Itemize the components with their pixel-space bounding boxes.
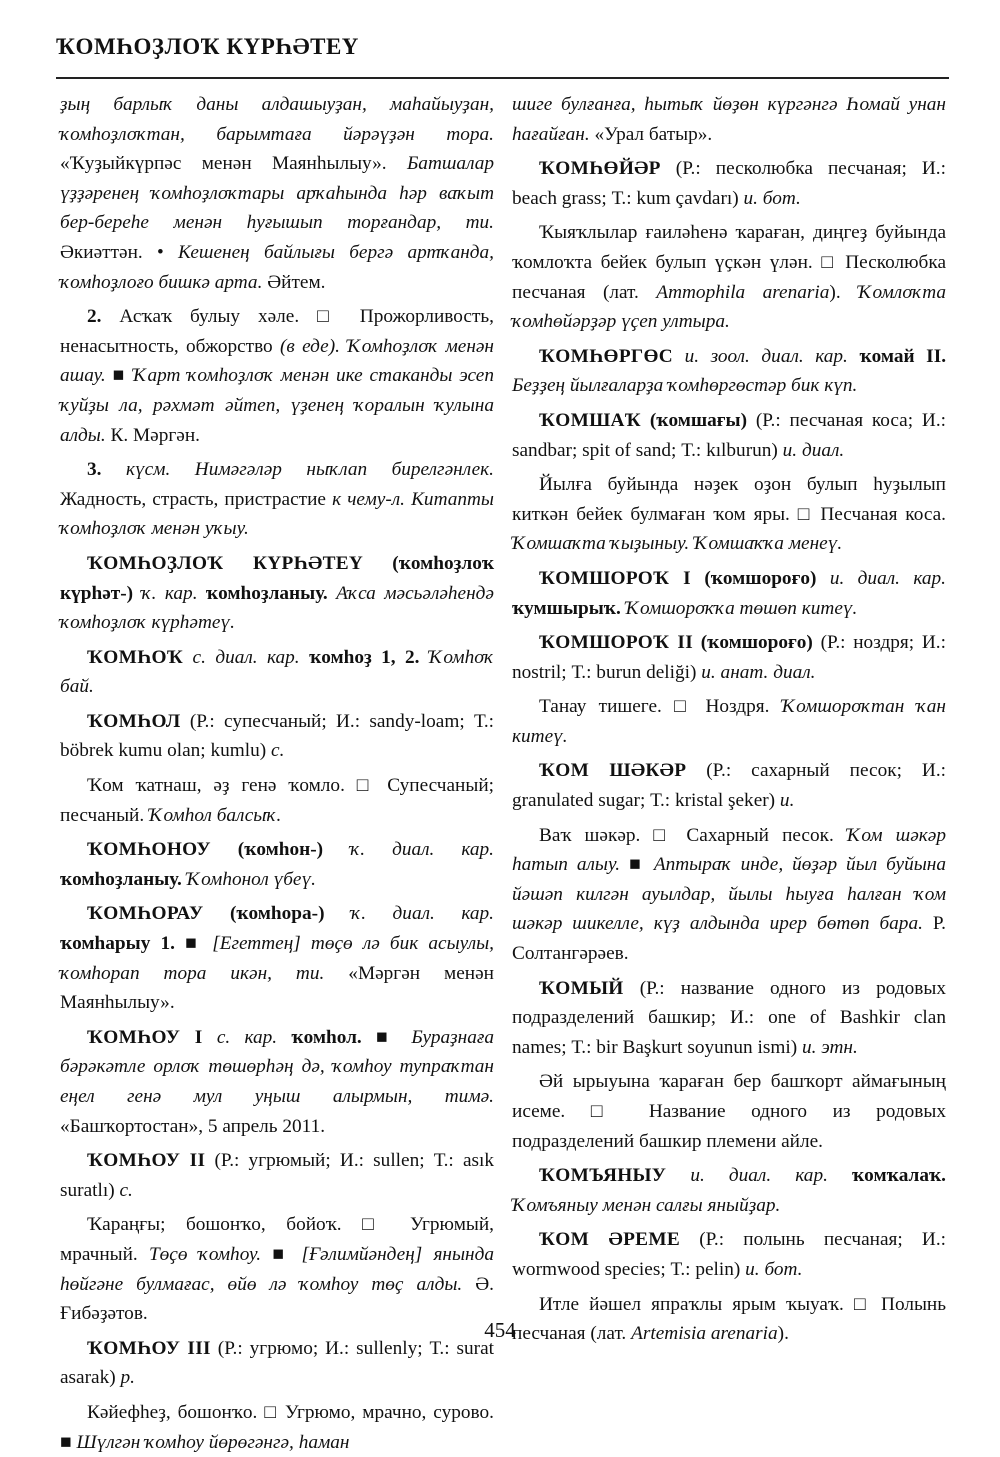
entry-definition: Ҡом ҡатнаш, әҙ генә ҡомло. □ Супесчаный; песчаный. Ҡомһол балсыҡ. <box>60 775 495 826</box>
left-column <box>60 90 494 1457</box>
entry-definition: Ҡараңғы; бошонҡо, бойоҡ. □ Угрюмый, мрачный. Төҫө ҡомһоу. ■ [Ғәлимйәндең] янында һөйгәне булмағас, өйө лә ҡомһоу төҫ алды. Ә. Ғибәҙәтов. <box>60 1214 495 1325</box>
dictionary-entry: ҠОМҺӨЙӘР (Р.: песколюбка песчаная; И.: beach grass; Т.: kum çavdarı) и. бот. <box>512 158 946 209</box>
dictionary-entry: ҠОМҺОУ II (Р.: угрюмый; И.: sullen; Т.: asık suratlı) с. <box>60 1150 495 1201</box>
running-header: ҠОМҺОҘЛОҠ КҮРҺӘТЕҮ <box>56 34 359 59</box>
dictionary-entry: ҠОМҺОРАУ (ҡомһора-) ҡ. диал. кар. ҡомһарыу 1. ■ [Егеттең] төҫө лә бик асыулы, ҡомһорап тора икән, ти. «Мәргән менән Маянһылыу». <box>60 903 494 1014</box>
dictionary-entry: ҠОМШОРОҠ I (ҡомшороғо) и. диал. кар. ҡумшырыҡ. Ҡомшороҡҡа төшөп китеү. <box>512 567 946 619</box>
dictionary-entry: ҠОМЪЯНЫУ и. диал. кар. ҡомҡалаҡ. Ҡомъяныу менән салғы яныйҙар. <box>512 1165 946 1216</box>
dictionary-entry: ҠОМҺОҘЛОҠ КҮРҺӘТЕҮ (ҡомһоҙлоҡ күрһәт-) ҡ. кар. ҡомһоҙланыу. Аҡса мәсьәләһендә ҡомһоҙлоҡ күрһәтеү. <box>60 552 494 634</box>
entry-definition: Йылға буйында нәҙек оҙон булып һуҙылып киткән бейек булмаған ҡом яры. □ Песчаная коса. Ҡомшаҡта ҡыҙыныу. Ҡомшаҡҡа менеү. <box>512 474 946 555</box>
dictionary-entry: ҠОМҺОЛ (Р.: супесчаный; И.: sandy-loam; Т.: böbrek kumu olan; kumlu) с. <box>60 710 494 762</box>
dictionary-entry: ҠОМЫЙ (Р.: название одного из родовых подразделений башкир; И.: one of Bashkir clan names; Т.: bir Başkurt soyunun ismi) и. этн. <box>512 977 946 1058</box>
header-rule <box>56 77 949 79</box>
dictionary-entry: ҠОМ ШӘКӘР (Р.: сахарный песок; И.: granulated sugar; Т.: kristal şeker) и. <box>512 760 947 812</box>
page-number: 454 <box>484 1318 516 1342</box>
right-column <box>512 90 946 1349</box>
sense-3: 3. күсм. Нимәгәләр ныҡлап бирелгәнлек. Жадность, страсть, пристрастие к чему-л. Китапты ҡомһоҙлоҡ менән уҡыу. <box>60 459 494 540</box>
dictionary-entry: ҠОМҺОНОУ (ҡомһон-) ҡ. диал. кар. ҡомһоҙланыу. Ҡомһонол үбеү. <box>60 839 494 890</box>
sense-2: 2. Асҡаҡ булыу хәле. □ Прожорливость, ненасытность, обжорство (в еде). Ҡомһоҙлоҡ менән ашау. ■ Ҡарт ҡомһоҙлоҡ менән ике стаканды эсеп ҡуйҙы ла, рәхмәт әйтеп, үҙенең ҡоралын ҡулына алды. К. Мәргән. <box>60 306 495 446</box>
entry-definition: Әй ырыуына ҡараған бер башҡорт аймағының исеме. □ Название одного из родовых подразделений башкир племени айле. <box>512 1071 946 1152</box>
dictionary-entry: ҠОМҺОҠ с. диал. кар. ҡомһоҙ 1, 2. Ҡомһоҡ бай. <box>60 646 495 698</box>
entry-definition: Ҡыяҡлылар ғаиләһенә ҡараған, диңгеҙ буйында ҡомлоҡта бейек булып үҫкән үлән. □ Песколюбка песчаная (лат. Ammophila arenaria). Ҡомлоҡта ҡомһөйәрҙәр үҫеп ултыра. <box>512 222 947 333</box>
dictionary-entry: ҠОМҺОУ III (Р.: угрюмо; И.: sullenly; Т.: surat asarak) р. <box>60 1337 494 1389</box>
dictionary-entry: ҠОМШАҠ (ҡомшағы) (Р.: песчаная коса; И.: sandbar; spit of sand; Т.: kılburun) и. диал. <box>512 409 946 461</box>
dictionary-entry: ҠОМҺӨРГӨС и. зоол. диал. кар. ҡомай II. Беҙҙең йылғаларҙа ҡомһөргөстәр бик күп. <box>512 345 947 397</box>
entry-definition: Итле йәшел япраҡлы ярым ҡыуаҡ. □ Полынь песчаная (лат. Artemisia arenaria). <box>512 1293 947 1345</box>
dictionary-entry: ҠОМ ӘРЕМЕ (Р.: полынь песчаная; И.: wormwood species; Т.: pelin) и. бот. <box>512 1229 946 1280</box>
dictionary-entry: ҠОМҺОУ I с. кар. ҡомһол. ■ Бураҙнаға бәрәкәтле орлоҡ төшөрһәң дә, ҡомһоу тупраҡтан еңел генә мул уңыш алырмын, тимә. «Башҡортостан», 5 апрель 2011. <box>60 1026 495 1137</box>
entry-definition: Танау тишеге. □ Ноздря. Ҡомшороҡтан ҡан китеү. <box>512 696 947 747</box>
entry-definition: Кәйефһеҙ, бошонҡо. □ Угрюмо, мрачно, сурово. ■ Шүлгән ҡомһоу йөрөгәнгә, һаман <box>60 1401 494 1453</box>
entry-continuation: ҙың барлыҡ даны алдашыуҙан, маһайыуҙан, ҡомһоҙлоҡтан, барымтаға йәрәүҙән тора. «Ҡуҙыйкүрпәс менән Маянһылыу». Батшалар үҙҙәренең ҡомһоҙлоҡтары арҡаһында һәр ваҡыт бер-береһе менән һуғышып торғандар, ти. Әкиәттән. • Кешенең байлығы бергә артҡанда, ҡомһоҙлоғо бишкә арта. Әйтем. <box>60 94 495 293</box>
dictionary-entry: ҠОМШОРОҠ II (ҡомшороғо) (Р.: ноздря; И.: nostril; Т.: burun deliği) и. анат. диал. <box>512 632 946 683</box>
entry-continuation: шиге булғанға, һытыҡ йөҙөн күргәнгә Һомай унан һағайған. «Урал батыр». <box>512 94 946 145</box>
entry-definition: Ваҡ шәкәр. □ Сахарный песок. Ҡом шәкәр һатып алыу. ■ Аптыраҡ инде, йөҙәр йыл буйына йәшәп килгән ауылдар, йылы һыуға һалған ҡом шәкәр шикелле, күҙ алдында ирер бөтөп бара. Р. Солтангәрәев. <box>512 824 947 965</box>
